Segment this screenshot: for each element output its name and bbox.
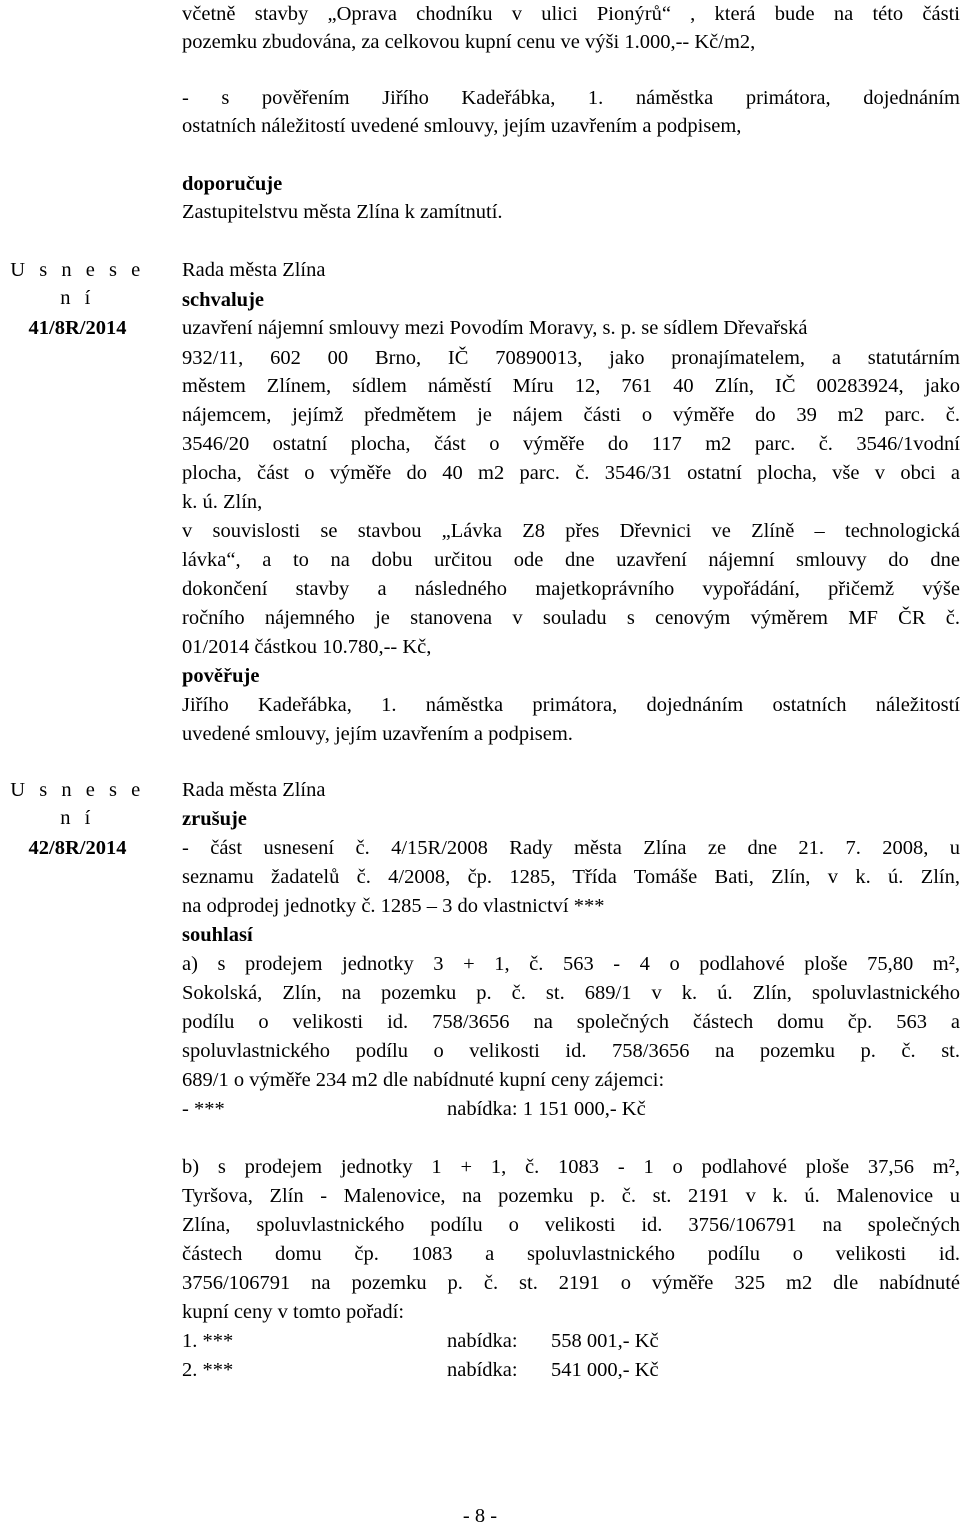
resolution-verb: souhlasí [182,924,253,946]
intro-line: včetně stavby „Oprava chodníku v ulici Pionýrů“ , která bude na této části [182,3,960,25]
council-name: Rada města Zlína [182,779,326,801]
offer-amount: nabídka: 1 151 000,- Kč [447,1098,646,1120]
resolution-line: na odprodej jednotky č. 1285 – 3 do vlastnictví *** [182,895,605,917]
intro-after-verb: Zastupitelstvu města Zlína k zamítnutí. [182,201,503,223]
resolution-line: seznamu žadatelů č. 4/2008, čp. 1285, Třída Tomáše Bati, Zlín, v k. ú. Zlín, [182,866,960,888]
resolution-line: 3546/20 ostatní plocha, část o výměře do 117 m2 parc. č. 3546/1vodní [182,433,960,455]
council-name: Rada města Zlína [182,259,326,281]
offer-row [182,1095,960,1123]
item-b-line: b) s prodejem jednotky 1 + 1, č. 1083 - 1 o podlahové ploše 37,56 m², [182,1156,960,1178]
item-b-line: kupní ceny v tomto pořadí: [182,1301,405,1323]
offer-buyer: 2. *** [182,1359,234,1381]
item-b-line: Tyršova, Zlín - Malenovice, na pozemku p. č. st. 2191 v k. ú. Malenovice u [182,1185,960,1207]
resolution-heading: U s n e s e n í [10,259,145,309]
resolution-line: uvedené smlouvy, jejím uzavřením a podpisem. [182,723,573,745]
offer-amount: 541 000,- Kč [551,1359,659,1381]
resolution-line: lávka“, a to na dobu určitou ode dne uzavření nájemní smlouvy do dne [182,549,960,571]
resolution-line: - část usnesení č. 4/15R/2008 Rady města Zlína ze dne 21. 7. 2008, u [182,837,960,859]
intro-verb: doporučuje [182,173,283,195]
resolution-number: 42/8R/2014 [28,837,127,859]
resolution-line: k. ú. Zlín, [182,491,263,513]
page-number: - 8 - [462,1505,498,1527]
item-b-line: 3756/106791 na pozemku p. č. st. 2191 o výměře 325 m2 dle nabídnuté [182,1272,960,1294]
offer-row [182,1356,960,1384]
intro-line: ostatních náležitostí uvedené smlouvy, jejím uzavřením a podpisem, [182,115,742,137]
offer-row [182,1327,960,1355]
resolution-verb: pověřuje [182,665,260,687]
resolution-verb: schvaluje [182,289,264,311]
resolution-line: dokončení stavby a následného majetkoprávního vypořádání, přičemž výše [182,578,960,600]
offer-buyer: - *** [182,1098,225,1120]
item-a-line: 689/1 o výměře 234 m2 dle nabídnuté kupní ceny zájemci: [182,1069,665,1091]
resolution-42-label [0,776,155,862]
item-b-line: částech domu čp. 1083 a spoluvlastnického podílu o velikosti id. [182,1243,960,1265]
resolution-line: městem Zlínem, sídlem náměstí Míru 12, 761 40 Zlín, IČ 00283924, jako [182,375,960,397]
offer-label: nabídka: [447,1330,518,1352]
resolution-line: uzavření nájemní smlouvy mezi Povodím Moravy, s. p. se sídlem Dřevařská [182,317,808,339]
resolution-verb: zrušuje [182,808,247,830]
resolution-line: plocha, část o výměře do 40 m2 parc. č. 3546/31 ostatní plocha, vše v obci a [182,462,960,484]
resolution-line: ročního nájemného je stanovena v souladu s cenovým výměrem MF ČR č. [182,607,960,629]
resolution-heading: U s n e s e n í [10,779,145,829]
item-a-line: podílu o velikosti id. 758/3656 na společných částech domu čp. 563 a [182,1011,960,1033]
resolution-line: nájemcem, jejímž předmětem je nájem části o výměře do 39 m2 parc. č. [182,404,960,426]
resolution-line: 01/2014 částkou 10.780,-- Kč, [182,636,432,658]
item-a-line: a) s prodejem jednotky 3 + 1, č. 563 - 4 o podlahové ploše 75,80 m², [182,953,960,975]
item-a-line: Sokolská, Zlín, na pozemku p. č. st. 689/1 v k. ú. Zlín, spoluvlastnického [182,982,960,1004]
offer-amount: 558 001,- Kč [551,1330,659,1352]
intro-line: pozemku zbudována, za celkovou kupní cenu ve výši 1.000,-- Kč/m2, [182,31,756,53]
resolution-line: 932/11, 602 00 Brno, IČ 70890013, jako pronajímatelem, a statutárním [182,347,960,369]
item-a-line: spoluvlastnického podílu o velikosti id. 758/3656 na pozemku p. č. st. [182,1040,960,1062]
item-b-line: Zlína, spoluvlastnického podílu o velikosti id. 3756/106791 na společných [182,1214,960,1236]
offer-buyer: 1. *** [182,1330,234,1352]
resolution-line: v souvislosti se stavbou „Lávka Z8 přes Dřevnici ve Zlíně – technologická [182,520,960,542]
intro-line: - s pověřením Jiřího Kadeřábka, 1. náměstka primátora, dojednáním [182,87,960,109]
resolution-line: Jiřího Kadeřábka, 1. náměstka primátora, dojednáním ostatních náležitostí [182,694,960,716]
offer-label: nabídka: [447,1359,518,1381]
resolution-number: 41/8R/2014 [28,317,127,339]
resolution-41-label [0,256,155,342]
